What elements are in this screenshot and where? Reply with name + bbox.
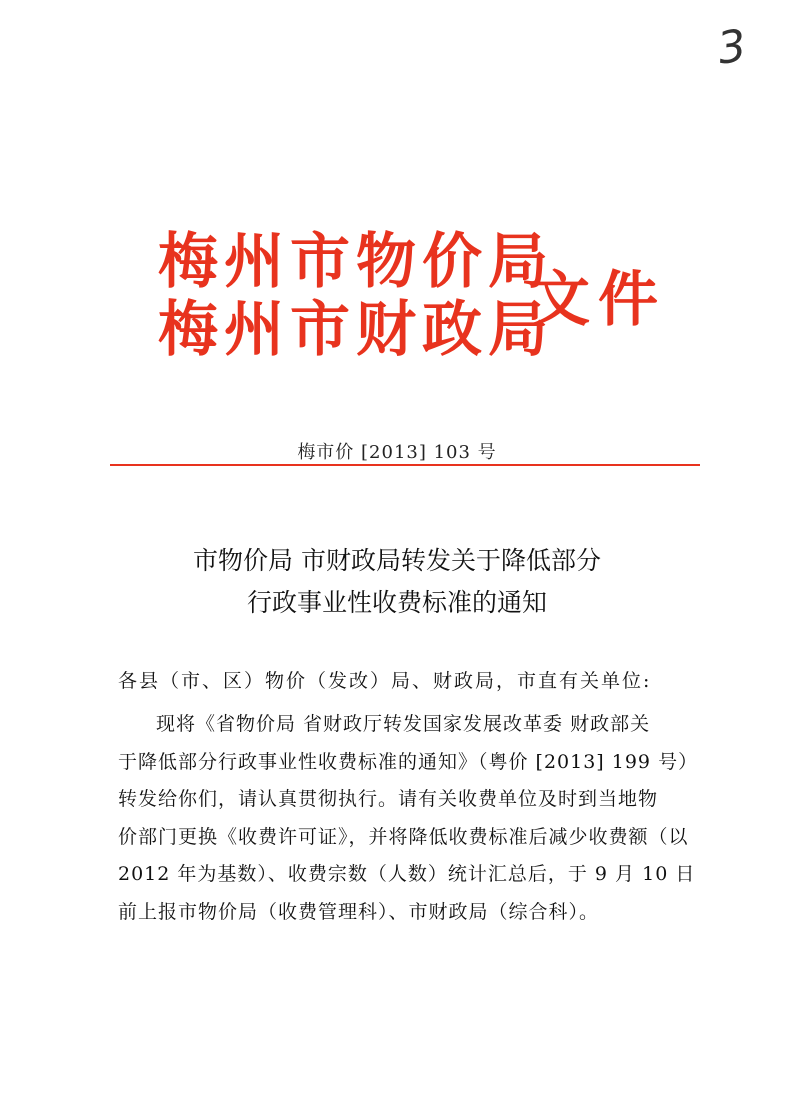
body-line: 价部门更换《收费许可证》，并将降低收费标准后减少收费额（以 [118, 825, 689, 848]
body-line: 2012 年为基数）、收费宗数（人数）统计汇总后，于 9 月 10 日 [118, 863, 696, 885]
body-line: 转发给你们，请认真贯彻执行。请有关收费单位及时到当地物 [118, 788, 659, 810]
issuing-org-finance-bureau: 梅州市财政局 [158, 295, 554, 365]
document-number: 梅市价 [2013] 103 号 [297, 442, 497, 463]
notice-title-line: 行政事业性收费标准的通知 [246, 588, 547, 617]
body-line: 前上报市物价局（收费管理科）、市财政局（综合科）。 [118, 900, 600, 923]
notice-title-line: 市物价局 市财政局转发关于降低部分 [193, 546, 601, 575]
header-divider [110, 464, 700, 466]
body-line: 于降低部分行政事业性收费标准的通知》（粤价 [2013] 199 号） [118, 750, 699, 773]
body-line: 现将《省物价局 省财政厅转发国家发展改革委 财政部关 [156, 713, 651, 735]
document-type-label: 文件 [530, 265, 666, 335]
document-header [158, 227, 666, 378]
issuing-organizations [158, 228, 554, 364]
salutation: 各县（市、区）物价（发改）局、财政局，市直有关单位: [118, 670, 652, 692]
notice-title [0, 540, 794, 624]
issuing-org-price-bureau: 梅州市物价局 [158, 227, 554, 297]
handwritten-page-number: 3 [714, 20, 750, 75]
notice-body [118, 706, 698, 931]
